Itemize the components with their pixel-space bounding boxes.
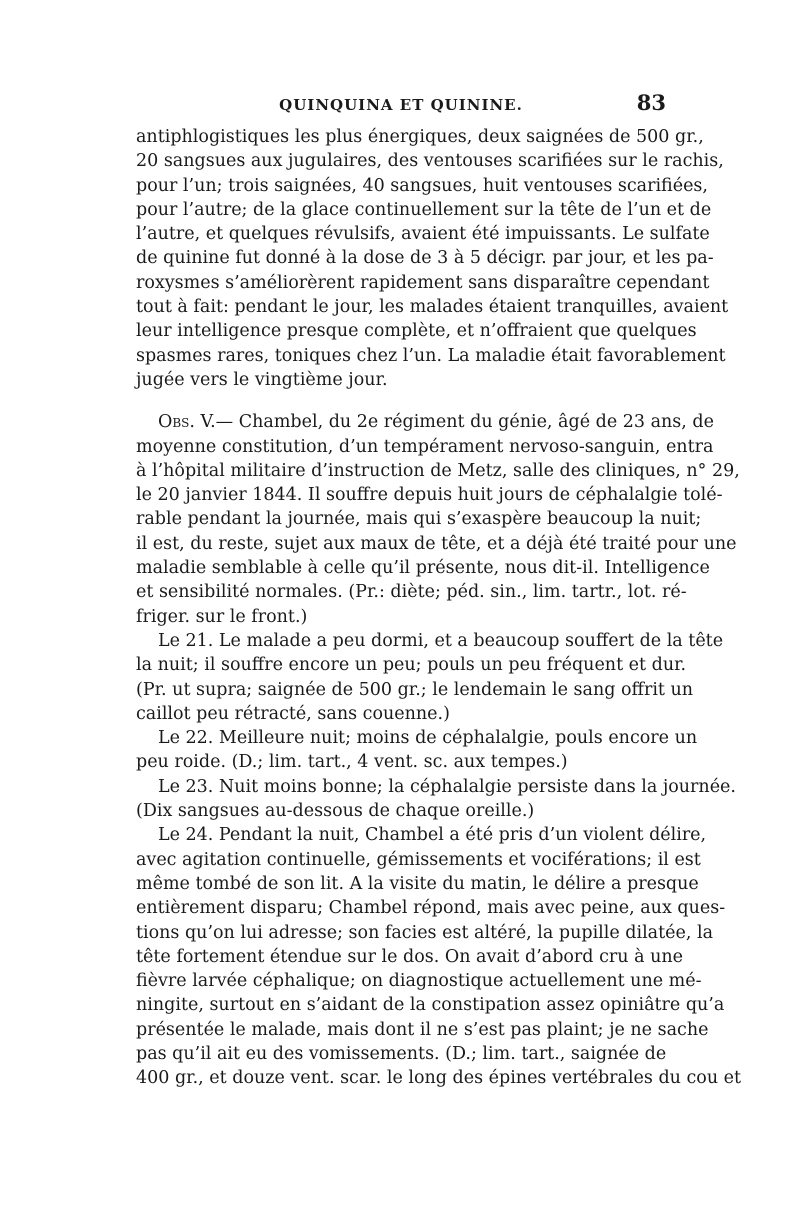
paragraph-treatment-outcome: [136, 125, 729, 392]
paragraph-gap: [136, 392, 666, 410]
text-line: rable pendant la journée, mais qui s’exaspère beaucoup la nuit;: [136, 509, 702, 530]
text-line: (Dix sangsues au-dessous de chaque oreille.): [136, 801, 535, 822]
text-line: tête fortement étendue sur le dos. On avait d’abord cru à une: [136, 946, 683, 967]
day-23-entry: [136, 775, 736, 824]
text-line: la nuit; il souffre encore un peu; pouls un peu fréquent et dur.: [136, 655, 687, 676]
text-line: antiphlogistiques les plus énergiques, deux saignées de 500 gr.,: [136, 127, 704, 147]
running-header: [136, 90, 666, 120]
text-line: moyenne constitution, d’un tempérament nervoso-sanguin, entra: [136, 436, 714, 457]
text-line: ningite, surtout en s’aidant de la constipation assez opiniâtre qu’a: [136, 995, 725, 1016]
text-line: peu roide. (D.; lim. tart., 4 vent. sc. aux tempes.): [136, 752, 568, 773]
header-title: QUINQUINA ET QUININE.: [279, 96, 523, 114]
text-line: Le 23. Nuit moins bonne; la céphalalgie persiste dans la journée.: [158, 776, 736, 797]
observation-first-line-text: — Chambel, du 2e régiment du génie, âgé de 23 ans, de: [215, 412, 714, 433]
text-line: Le 21. Le malade a peu dormi, et a beaucoup souffert de la tête: [158, 630, 724, 651]
text-line: tout à fait: pendant le jour, les malades étaient tranquilles, avaient: [136, 297, 729, 318]
text-line: tions qu’on lui adresse; son facies est altéré, la pupille dilatée, la: [136, 922, 714, 943]
day-22-entry: [136, 726, 698, 775]
text-line: et sensibilité normales. (Pr.: diète; péd. sin., lim. tartr., lot. ré-: [136, 582, 687, 603]
day-21-entry: [136, 629, 724, 726]
text-line: maladie semblable à celle qu’il présente, nous dit-il. Intelligence: [136, 558, 710, 579]
text-line: spasmes rares, toniques chez l’un. La maladie était favorablement: [136, 345, 726, 366]
text-line: fièvre larvée céphalique; on diagnostique actuellement une mé-: [136, 971, 702, 992]
text-line: 20 sangsues aux jugulaires, des ventouses scarifiées sur le rachis,: [136, 151, 724, 172]
text-line: à l’hôpital militaire d’instruction de Metz, salle des cliniques, n° 29,: [136, 460, 740, 481]
text-line: 400 gr., et douze vent. scar. le long des épines vertébrales du cou et: [136, 1068, 742, 1089]
observation-label: Obs. V.: [158, 412, 216, 433]
text-line: entièrement disparu; Chambel répond, mais avec peine, aux ques-: [136, 898, 726, 919]
text-line: l’autre, et quelques révulsifs, avaient été impuissants. Le sulfate: [136, 224, 710, 245]
text-line: il est, du reste, sujet aux maux de tête, et a déjà été traité pour une: [136, 533, 737, 554]
text-line: pour l’un; trois saignées, 40 sangsues, huit ventouses scarifiées,: [136, 175, 708, 196]
text-line: leur intelligence presque complète, et n’offraient que quelques: [136, 321, 697, 342]
text-line: caillot peu rétracté, sans couenne.): [136, 703, 450, 724]
day-24-entry: [136, 823, 742, 1090]
text-line: pour l’autre; de la glace continuellement sur la tête de l’un et de: [136, 199, 712, 220]
text-line: pas qu’il ait eu des vomissements. (D.; lim. tart., saignée de: [136, 1043, 667, 1064]
text-line: Le 22. Meilleure nuit; moins de céphalalgie, pouls encore un: [158, 728, 698, 749]
text-line: présentée le malade, mais dont il ne s’est pas plaint; je ne sache: [136, 1019, 709, 1040]
text-line: le 20 janvier 1844. Il souffre depuis huit jours de céphalalgie tolé-: [136, 485, 723, 506]
text-line: Le 24. Pendant la nuit, Chambel a été pris d’un violent délire,: [158, 825, 707, 846]
text-line: roxysmes s’améliorèrent rapidement sans disparaître cependant: [136, 272, 710, 293]
text-line: jugée vers le vingtième jour.: [136, 369, 388, 390]
text-line: même tombé de son lit. A la visite du matin, le délire a presque: [136, 873, 699, 894]
text-line: (Pr. ut supra; saignée de 500 gr.; le lendemain le sang offrit un: [136, 679, 694, 700]
text-line: de quinine fut donné à la dose de 3 à 5 décigr. par jour, et les pa-: [136, 248, 714, 269]
text-line: friger. sur le front.): [136, 606, 308, 627]
page-number: 83: [636, 90, 666, 115]
observation-five: [136, 410, 740, 629]
body-text: [136, 125, 742, 1091]
text-line: avec agitation continuelle, gémissements et vociférations; il est: [136, 849, 701, 870]
observation-first-line: [136, 410, 714, 434]
